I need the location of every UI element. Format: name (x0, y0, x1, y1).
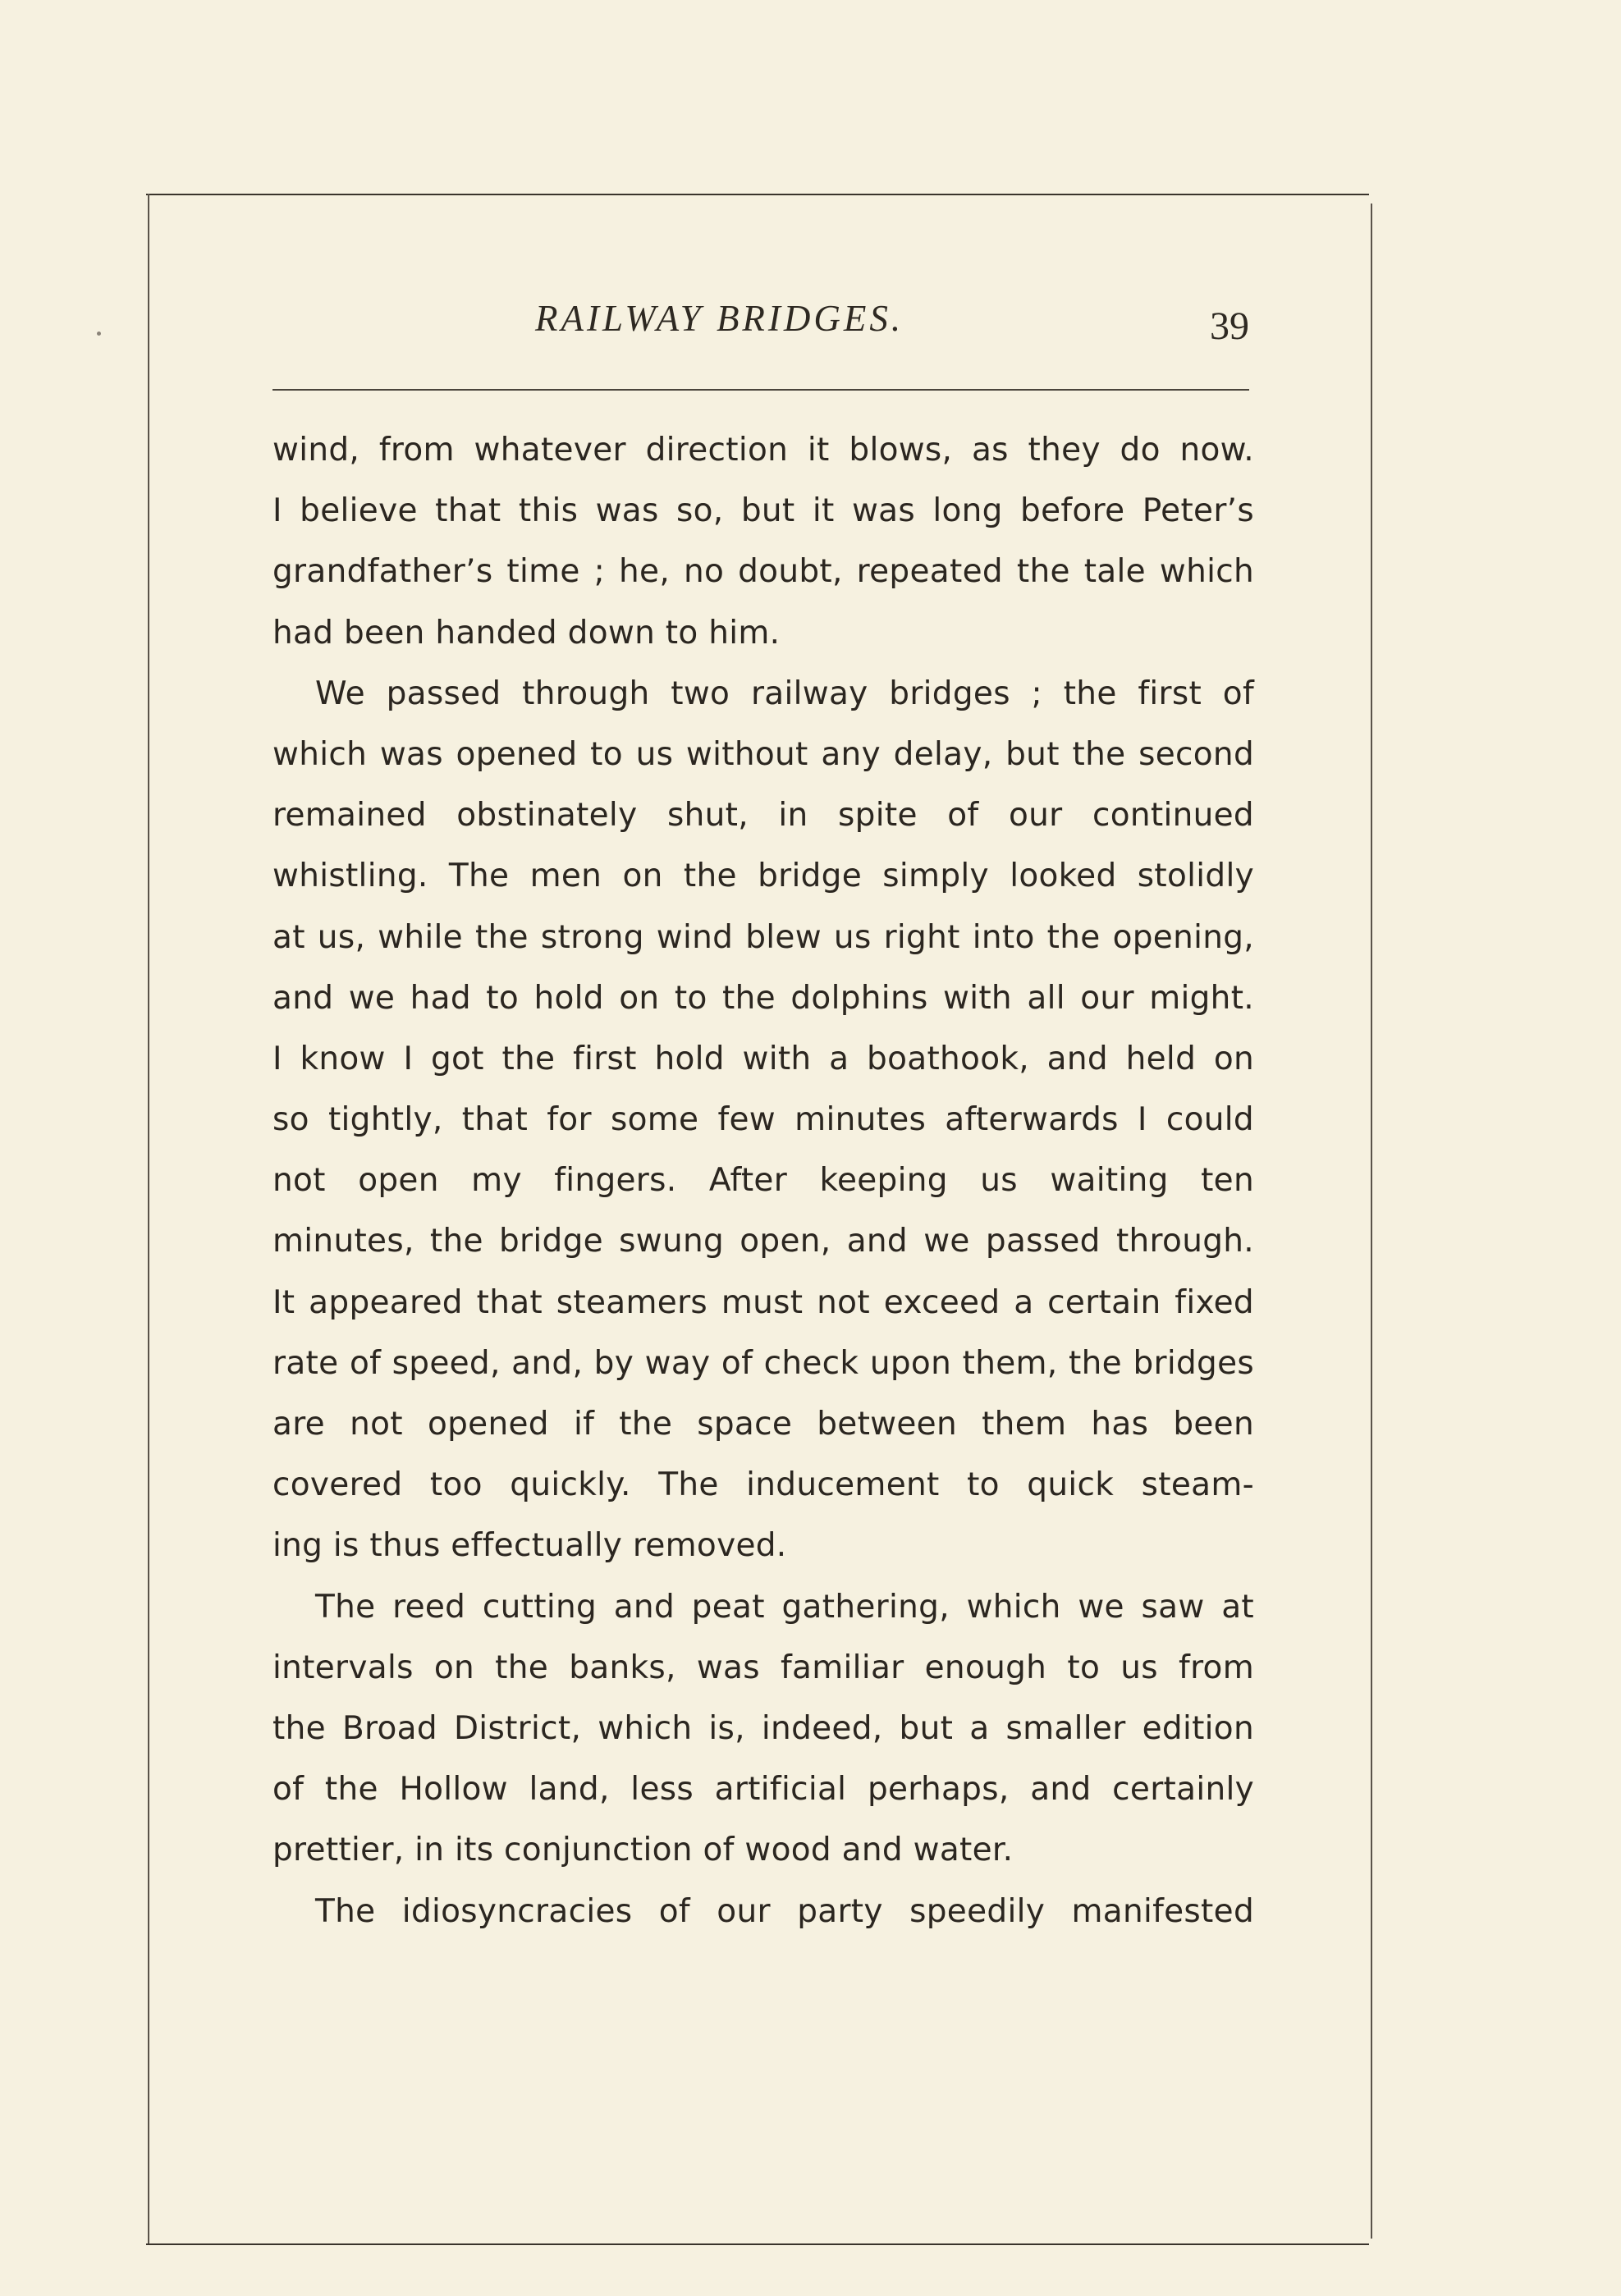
text-line: whistling. The men on the bridge simply looked stolidly (272, 858, 1254, 895)
text-line: We passed through two railway bridges ; the first of (315, 675, 1254, 712)
body-text (272, 420, 1254, 1942)
text-line: ing is thus effectually removed. (272, 1527, 787, 1565)
header-rule (272, 389, 1249, 391)
text-line: The idiosyncracies of our party speedily manifested (315, 1892, 1254, 1930)
running-title: RAILWAY BRIDGES. (535, 298, 904, 339)
running-header (272, 297, 1249, 346)
text-line: so tightly, that for some few minutes afterwards I could (272, 1101, 1254, 1139)
text-line: remained obstinately shut, in spite of our continued (272, 797, 1254, 835)
text-line: which was opened to us without any delay, but the second (272, 735, 1254, 773)
text-line: I know I got the first hold with a boathook, and held on (272, 1040, 1254, 1077)
text-line: are not opened if the space between them has been (272, 1406, 1254, 1443)
text-line: rate of speed, and, by way of check upon them, the bridges (272, 1344, 1254, 1382)
text-line: wind, from whatever direction it blows, as they do now. (272, 432, 1254, 469)
text-line: minutes, the bridge swung open, and we passed through. (272, 1223, 1254, 1260)
text-line: grandfather’s time ; he, no doubt, repeated the tale which (272, 553, 1254, 591)
text-line: at us, while the strong wind blew us right into the opening, (272, 918, 1254, 956)
text-line: and we had to hold on to the dolphins with all our might. (272, 979, 1254, 1017)
margin-speck (97, 332, 101, 336)
text-line: had been handed down to him. (272, 614, 781, 652)
text-line: covered too quickly. The inducement to quick steam- (272, 1466, 1254, 1504)
text-line: not open my fingers. After keeping us waiting ten (272, 1162, 1254, 1200)
page-frame-left-rule (148, 194, 149, 2243)
text-line: prettier, in its conjunction of wood and water. (272, 1832, 1014, 1869)
text-line: of the Hollow land, less artificial perhaps, and certainly (272, 1771, 1254, 1809)
text-line: the Broad District, which is, indeed, but a smaller edition (272, 1709, 1254, 1747)
text-line: I believe that this was so, but it was long before Peter’s (272, 492, 1254, 530)
page-number: 39 (1210, 304, 1249, 348)
page-frame-top-rule (146, 194, 1369, 195)
text-line: It appeared that steamers must not exceed a certain fixed (272, 1283, 1254, 1321)
page-frame-right-rule (1371, 204, 1372, 2239)
page-frame-bottom-rule (146, 2243, 1369, 2245)
text-line: The reed cutting and peat gathering, which we saw at (315, 1588, 1254, 1626)
text-line: intervals on the banks, was familiar enough to us from (272, 1649, 1254, 1686)
